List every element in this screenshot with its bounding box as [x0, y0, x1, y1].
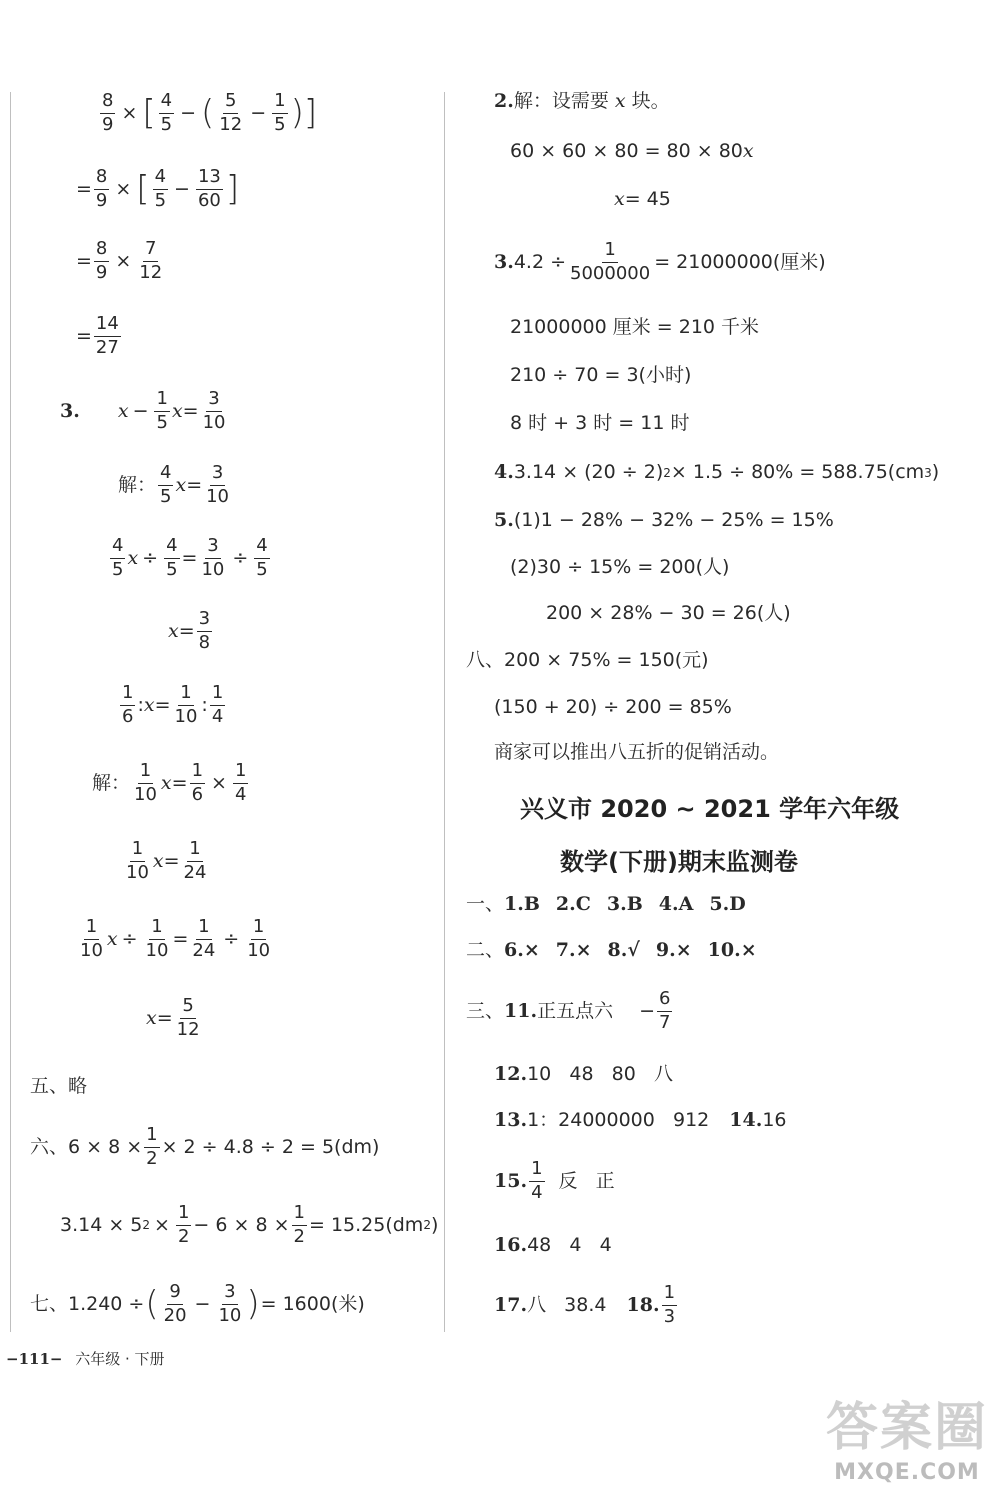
right-line-1: 2. 解：设需要 x 块。 [494, 90, 670, 112]
exam-title-line-1: 兴义市 2020 ~ 2021 学年六年级 [520, 795, 900, 823]
watermark-url: MXQE.COM [834, 1460, 980, 1485]
right-line-4: 3. 4.2 ÷ $\frac{1}{5000000}$ = 21000000(厘米) [494, 239, 826, 284]
section-five: 五、略 [30, 1075, 88, 1097]
answer-17-18: 17. 八 38.4 18. $\frac{1}{3}$ [494, 1282, 676, 1327]
right-line-11: 200 × 28% − 30 = 26(人) [546, 602, 791, 624]
q3b-step-2: $\frac{1}{10}$ x = $\frac{1}{24}$ [126, 838, 207, 883]
right-line-3: x = 45 [614, 188, 671, 210]
fraction: $\frac{4}{5}$ [256, 535, 268, 580]
answers-section-3: 三、 11. 正五点六 − $\frac{6}{7}$ [466, 988, 671, 1033]
fraction: $\frac{1}{10}$ [80, 916, 103, 961]
answer-16: 16. 48 4 4 [494, 1234, 612, 1256]
right-line-14: 商家可以推出八五折的促销活动。 [494, 741, 780, 763]
fraction: $\frac{14}{27}$ [95, 313, 119, 358]
fraction: $\frac{1}{6}$ [191, 760, 204, 805]
fraction: $\frac{1}{4}$ [234, 760, 247, 805]
fraction: $\frac{4}{5}$ [160, 90, 173, 135]
right-line-2: 60 × 60 × 80 = 80 × 80 x [510, 140, 754, 162]
q3-step-1: 解： $\frac{4}{5}$ x = $\frac{3}{10}$ [118, 462, 230, 507]
fraction: $\frac{4}{5}$ [160, 462, 172, 507]
section-six-line-2: 3.14 × 5 2 × $\frac{1}{2}$ − 6 × 8 × $\frac{1}{2}$ = 15.25(dm 2 ) [60, 1202, 439, 1247]
fraction: $\frac{8}{9}$ [95, 166, 108, 211]
right-line-13: (150 + 20) ÷ 200 = 85% [494, 696, 732, 718]
q3b-step-3: $\frac{1}{10}$ x ÷ $\frac{1}{10}$ = $\frac{1}{24}$ ÷ $\frac{1}{10}$ [80, 916, 271, 961]
fraction: $\frac{1}{2}$ [293, 1202, 305, 1247]
section-seven-line-1: 七、1.240 ÷ ( $\frac{9}{20}$ − $\frac{3}{10}$ ) = 1600(米) [30, 1281, 365, 1326]
fraction: $\frac{3}{8}$ [198, 608, 211, 653]
column-divider [444, 92, 445, 1332]
fraction: $\frac{1}{5}$ [274, 90, 286, 135]
fraction: $\frac{5}{12}$ [176, 995, 200, 1040]
fraction: $\frac{6}{7}$ [659, 988, 671, 1033]
exam-title-line-2: 数学(下册)期末监测卷 [560, 848, 798, 876]
fraction: $\frac{1}{2}$ [177, 1202, 190, 1247]
fraction: $\frac{3}{10}$ [202, 388, 226, 433]
fraction: $\frac{1}{24}$ [183, 838, 207, 883]
fraction: $\frac{3}{10}$ [201, 535, 225, 580]
right-line-9: 5. (1)1 − 28% − 32% − 25% = 15% [494, 509, 834, 531]
answer-15: 15. $\frac{1}{4}$ 反 正 [494, 1158, 615, 1203]
watermark [826, 1385, 988, 1485]
fraction: $\frac{4}{5}$ [112, 535, 124, 580]
fraction: $\frac{3}{10}$ [218, 1281, 242, 1326]
answers-section-2: 二、 6.× 7.× 8.√ 9.× 10.× [466, 939, 757, 961]
expr-line-4: = $\frac{14}{27}$ [76, 313, 119, 358]
page-footer [6, 1348, 165, 1369]
right-line-6: 210 ÷ 70 = 3(小时) [510, 364, 692, 386]
watermark-logo-text: 答案圈 [825, 1398, 988, 1458]
fraction: $\frac{13}{60}$ [197, 166, 221, 211]
right-line-12: 八、200 × 75% = 150(元) [466, 649, 709, 671]
fraction: $\frac{1}{5}$ [156, 388, 168, 433]
q3-part-b: $\frac{1}{6}$ : x = $\frac{1}{10}$ : $\frac{1}{4}$ [122, 682, 224, 727]
q3b-step-4: x = $\frac{5}{12}$ [146, 995, 200, 1040]
question-3: 3. x − $\frac{1}{5}$ x = $\frac{3}{10}$ [60, 388, 226, 433]
answer-13-14: 13. 1：24000000 912 14. 16 [494, 1109, 787, 1131]
fraction: $\frac{1}{2}$ [146, 1124, 158, 1169]
fraction: $\frac{5}{12}$ [219, 90, 243, 135]
fraction: $\frac{1}{4}$ [531, 1158, 543, 1203]
fraction: $\frac{1}{6}$ [122, 682, 134, 727]
fraction: $\frac{7}{12}$ [139, 238, 163, 283]
right-line-7: 8 时 + 3 时 = 11 时 [510, 412, 690, 434]
fraction: $\frac{8}{9}$ [95, 238, 108, 283]
answers-section-1: 一、 1.B 2.C 3.B 4.A 5.D [466, 893, 746, 915]
fraction: $\frac{1}{10}$ [247, 916, 271, 961]
expr-line-2: = $\frac{8}{9}$ × [ $\frac{4}{5}$ − $\frac{13}{60}$ ] [76, 166, 240, 211]
fraction: $\frac{1}{10}$ [126, 838, 149, 883]
section-six-line-1: 六、6 × 8 × $\frac{1}{2}$ × 2 ÷ 4.8 ÷ 2 = 5(dm) [30, 1124, 380, 1169]
answer-12: 12. 10 48 80 八 [494, 1063, 673, 1085]
fraction: $\frac{1}{10}$ [174, 682, 198, 727]
right-line-8: 4. 3.14 × (20 ÷ 2) 2 × 1.5 ÷ 80% = 588.75(cm 3 ) [494, 461, 940, 483]
q3-step-3: x = $\frac{3}{8}$ [168, 608, 211, 653]
fraction: $\frac{1}{3}$ [663, 1282, 676, 1327]
fraction: $\frac{1}{10}$ [134, 760, 157, 805]
right-line-10: (2)30 ÷ 15% = 200(人) [510, 556, 730, 578]
page-number: −111− [6, 1350, 63, 1368]
fraction: $\frac{4}{5}$ [154, 166, 167, 211]
fraction: $\frac{1}{4}$ [211, 682, 224, 727]
fraction: $\frac{9}{20}$ [163, 1281, 187, 1326]
fraction: $\frac{1}{10}$ [145, 916, 169, 961]
fraction: $\frac{1}{24}$ [192, 916, 216, 961]
left-margin-rule [10, 92, 11, 1332]
fraction: $\frac{3}{10}$ [206, 462, 230, 507]
fraction: $\frac{4}{5}$ [166, 535, 178, 580]
q3-step-2: $\frac{4}{5}$ x ÷ $\frac{4}{5}$ = $\frac{3}{10}$ ÷ $\frac{4}{5}$ [112, 535, 268, 580]
fraction: $\frac{1}{5000000}$ [570, 239, 651, 284]
q3b-step-1: 解： $\frac{1}{10}$ x = $\frac{1}{6}$ × $\frac{1}{4}$ [92, 760, 247, 805]
fraction: $\frac{8}{9}$ [102, 90, 114, 135]
expr-line-3: = $\frac{8}{9}$ × $\frac{7}{12}$ [76, 238, 163, 283]
expr-line-1: $\frac{8}{9}$ × [ $\frac{4}{5}$ − ( $\frac{5}{12}$ − $\frac{1}{5}$ )] [102, 90, 318, 135]
footer-text: 六年级 · 下册 [75, 1350, 165, 1368]
right-line-5: 21000000 厘米 = 210 千米 [510, 316, 760, 338]
